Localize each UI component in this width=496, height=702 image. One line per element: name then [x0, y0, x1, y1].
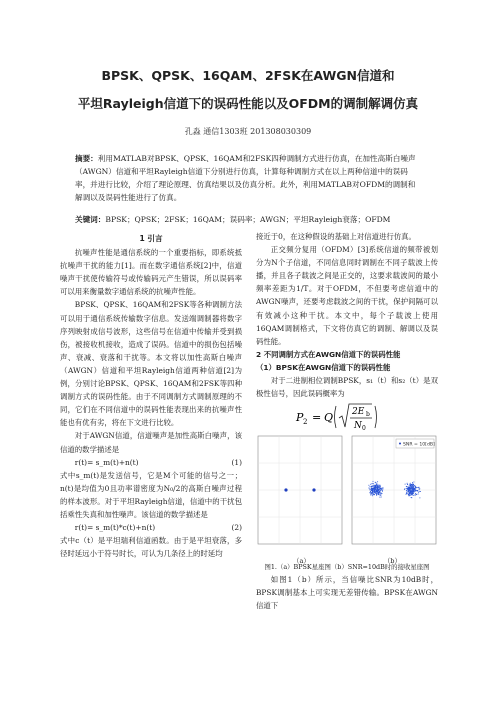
received-sample: [415, 495, 416, 496]
received-sample: [420, 491, 421, 492]
received-sample: [412, 493, 413, 494]
received-sample: [411, 491, 412, 492]
received-sample: [381, 493, 382, 494]
received-sample: [406, 486, 407, 487]
equation-text: r(t)= s_m(t)*c(t)+n(t): [74, 523, 156, 533]
equation-1: [60, 456, 242, 469]
received-sample: [377, 487, 378, 488]
paper-title-line1: BPSK、QPSK、16QAM、2FSK在AWGN信道和: [101, 68, 395, 83]
received-sample: [376, 495, 377, 496]
received-sample: [418, 487, 419, 488]
received-sample: [419, 498, 420, 499]
received-sample: [381, 488, 382, 489]
received-sample: [377, 492, 378, 493]
received-sample: [372, 483, 373, 484]
received-sample: [409, 489, 410, 490]
received-sample: [376, 493, 377, 494]
received-sample: [417, 490, 418, 491]
received-sample: [372, 490, 373, 491]
error-probability-formula: [256, 400, 438, 434]
received-sample: [412, 488, 413, 489]
received-sample: [419, 489, 420, 490]
received-sample: [373, 487, 374, 488]
received-sample: [377, 491, 378, 492]
received-sample: [418, 493, 419, 494]
received-sample: [415, 486, 416, 487]
received-sample: [419, 491, 420, 492]
received-sample: [409, 492, 410, 493]
paragraph: 对于二进制相位调制BPSK，s₁（t）和s₂（t）是双极性信号，因此误码概率为: [256, 376, 438, 399]
paragraph: 如图1（b）所示，当信噪比SNR为10dB时，BPSK调制基本上可实现无差错传输。BPSK在AWGN信道下: [256, 575, 438, 611]
formula-numerator-sub: b: [366, 411, 370, 419]
section-heading-intro: 1 引言: [139, 234, 163, 243]
received-sample: [408, 494, 409, 495]
received-sample: [410, 485, 411, 486]
received-sample: [407, 484, 408, 485]
section-heading-awgn: 2 不同调制方式在AWGN信道下的误码性能: [256, 349, 401, 359]
received-sample: [379, 488, 380, 489]
formula-p-sub: 2: [303, 418, 308, 427]
formula-denominator: N: [354, 421, 362, 432]
received-sample: [374, 485, 375, 486]
received-sample: [381, 493, 382, 494]
received-sample: [408, 491, 409, 492]
received-sample: [369, 489, 370, 490]
received-sample: [380, 495, 381, 496]
received-sample: [380, 487, 381, 488]
abstract: [75, 152, 421, 204]
received-sample: [408, 489, 409, 490]
received-sample: [413, 484, 414, 485]
received-sample: [378, 485, 379, 486]
received-sample: [414, 488, 415, 489]
received-sample: [370, 484, 371, 485]
received-sample: [372, 496, 373, 497]
received-sample: [376, 483, 377, 484]
received-sample: [382, 488, 383, 489]
received-sample: [375, 486, 376, 487]
keywords: [75, 214, 421, 225]
received-sample: [414, 485, 415, 486]
received-sample: [412, 494, 413, 495]
abstract-text: 利用MATLAB对BPSK、QPSK、16QAM和2FSK四种调制方式进行仿真，在加性高斯白噪声（AWGN）信道和平坦Rayleigh信道下分别进行仿真，计算每种调制方式在以上两种信道中的误码率，并进行比较，介绍了理论原理、仿真结果以及仿真分析。此外，利用MATLAB对OFDM的调制和解调以及误码性能进行了仿真。: [75, 154, 416, 202]
paragraph: 式中c（t）是平坦瑞利信道函数。由于是平坦衰落，多径时延远小于符号时长，可认为几条径上的时延均: [60, 536, 242, 559]
received-sample: [382, 490, 383, 491]
received-sample: [417, 487, 418, 488]
received-sample: [411, 486, 412, 487]
received-sample: [368, 488, 369, 489]
received-sample: [418, 494, 419, 495]
received-sample: [371, 487, 372, 488]
received-sample: [369, 492, 370, 493]
paragraph: BPSK、QPSK、16QAM和2FSK等各种调制方法可以用于通信系统传输数字信息。发送端调制器将数字序列映射成信号波形，这些信号在信道中传输并受到损伤，被接收机接收，造成了误码。信道中的损伤包括噪声、衰减、衰落和干扰等。本文将以加性高斯白噪声（AWGN）信道和平坦Rayleigh信道两种信道[2]为例，分别讨论BPSK、QPSK、16QAM和2FSK等四种调制方式的误码性能。由于不同调制方式调制原理的不同，它们在不同信道中的误码性能表现出来的抗噪声性能也有优有劣，将在下文进行比较。: [60, 300, 242, 428]
subsection-heading-bpsk: （1）BPSK在AWGN信道下的误码性能: [256, 362, 391, 372]
received-sample: [410, 492, 411, 493]
paragraph: 式中s_m(t)是发送信号，它是M个可能的信号之一；n(t)是均值为0且功率谱密度为N₀/2的高斯白噪声过程的样本波形。对于平坦Rayleigh信道，信道中的干扰包括乘性失真和加性噪声。该信道的数学描述是: [60, 470, 242, 519]
received-sample: [405, 484, 406, 485]
received-sample: [415, 493, 416, 494]
formula-graphic: [292, 401, 402, 433]
received-sample: [415, 487, 416, 488]
paragraph: 接近于0，在这种假设的基础上对信道进行仿真。: [256, 232, 416, 241]
received-sample: [413, 495, 414, 496]
received-sample: [408, 488, 409, 489]
received-sample: [411, 484, 412, 485]
left-column: [60, 230, 242, 560]
received-sample: [368, 485, 369, 486]
received-sample: [408, 491, 409, 492]
received-sample: [369, 486, 370, 487]
received-sample: [381, 495, 382, 496]
received-sample: [412, 487, 413, 488]
received-sample: [413, 482, 414, 483]
received-sample: [380, 485, 381, 486]
figure-1: [256, 434, 438, 566]
received-sample: [375, 482, 376, 483]
subfigure-label-a: （a）: [292, 557, 310, 566]
received-sample: [413, 485, 414, 486]
constellation-point: [284, 489, 287, 492]
received-sample: [379, 485, 380, 486]
received-sample: [409, 486, 410, 487]
received-sample: [377, 486, 378, 487]
subfigure-label-b: （b）: [383, 557, 402, 566]
received-sample: [373, 484, 374, 485]
received-sample: [406, 494, 407, 495]
received-sample: [412, 482, 413, 483]
legend-text: SNR = 10[dB]: [403, 442, 435, 448]
received-sample: [370, 490, 371, 491]
formula-numerator: 2E: [352, 407, 365, 418]
formula-q: Q: [324, 411, 334, 425]
equation-text: r(t)= s_m(t)+n(t): [74, 457, 139, 467]
received-sample: [370, 492, 371, 493]
received-sample: [411, 487, 412, 488]
received-sample: [372, 486, 373, 487]
right-column: [256, 230, 438, 613]
received-sample: [381, 497, 382, 498]
keywords-label: 关键词：: [75, 215, 106, 224]
received-sample: [373, 481, 374, 482]
received-sample: [381, 489, 382, 490]
abstract-label: 摘要：: [75, 154, 98, 163]
received-sample: [413, 492, 414, 493]
received-sample: [378, 494, 379, 495]
formula-p: P: [296, 411, 304, 425]
received-sample: [409, 484, 410, 485]
received-sample: [407, 493, 408, 494]
received-sample: [371, 489, 372, 490]
received-sample: [374, 491, 375, 492]
received-sample: [382, 487, 383, 488]
received-sample: [416, 494, 417, 495]
received-sample: [374, 494, 375, 495]
received-sample: [411, 497, 412, 498]
received-sample: [406, 489, 407, 490]
received-sample: [372, 494, 373, 495]
received-sample: [371, 493, 372, 494]
received-sample: [376, 484, 377, 485]
received-sample: [410, 488, 411, 489]
formula-denominator-sub: 0: [362, 425, 366, 433]
received-sample: [380, 494, 381, 495]
received-sample: [375, 488, 376, 489]
keywords-text: BPSK；QPSK；2FSK；16QAM；误码率；AWGN；平坦Rayleigh衰落；OFDM: [105, 215, 391, 224]
received-sample: [412, 489, 413, 490]
received-sample: [371, 495, 372, 496]
paper-title-line2: 平坦Rayleigh信道下的误码性能以及OFDM的调制解调仿真: [77, 96, 419, 111]
received-sample: [407, 489, 408, 490]
received-sample: [409, 495, 410, 496]
received-sample: [378, 487, 379, 488]
equation-number: (1): [231, 457, 242, 467]
received-sample: [378, 493, 379, 494]
paragraph: 抗噪声性能是通信系统的一个重要指标，即系统抵抗噪声干扰的能力[1]。而在数字通信系统[2]中，信道噪声干扰使传输符号或传输码元产生错误，所以误码率可以用来衡量数字通信系统的抗噪声性能。: [60, 248, 242, 297]
received-sample: [410, 490, 411, 491]
received-sample: [419, 488, 420, 489]
received-sample: [377, 488, 378, 489]
subfigure-labels: [256, 556, 438, 566]
received-sample: [410, 483, 411, 484]
received-sample: [404, 489, 405, 490]
received-sample: [411, 488, 412, 489]
received-sample: [379, 489, 380, 490]
paragraph: 正交频分复用（OFDM）[3]系统信道的频带被划分为N个子信道，不同信息同时调制在不同子载波上传播，并且各子载波之间是正交的，这要求载波间的最小频率差距为1/T。对于OFDM，不但要考虑信道中的AWGN噪声，还要考虑载波之间的干扰，保护间隔可以有效减小这种干扰。本文中，每个子载波上使用16QAM调制格式，下文将仿真它的调制、解调以及误码性能。: [256, 245, 438, 346]
paragraph: 对于AWGN信道，信道噪声是加性高斯白噪声，该信道的数学描述是: [60, 431, 242, 454]
received-sample: [407, 483, 408, 484]
svg-text:=: =: [312, 411, 322, 425]
equation-2: [60, 521, 242, 534]
equation-number: (2): [231, 523, 242, 533]
received-sample: [407, 487, 408, 488]
author-line: 孔淼 通信1303班 201308030309: [184, 127, 312, 136]
figure-1-caption: 图1.（a）BPSK星座图（b）SNR=10dB时的接收星座图: [264, 563, 430, 572]
received-sample: [374, 490, 375, 491]
received-sample: [409, 493, 410, 494]
received-sample: [415, 491, 416, 492]
constellation-point: [312, 489, 315, 492]
received-sample: [406, 492, 407, 493]
legend-marker: [399, 443, 401, 445]
received-sample: [379, 497, 380, 498]
received-sample: [406, 490, 407, 491]
received-sample: [375, 489, 376, 490]
received-sample: [375, 492, 376, 493]
received-sample: [373, 486, 374, 487]
received-sample: [419, 489, 420, 490]
figure-1-plots: [256, 434, 438, 552]
received-sample: [375, 492, 376, 493]
received-sample: [377, 482, 378, 483]
received-sample: [372, 492, 373, 493]
received-sample: [407, 488, 408, 489]
